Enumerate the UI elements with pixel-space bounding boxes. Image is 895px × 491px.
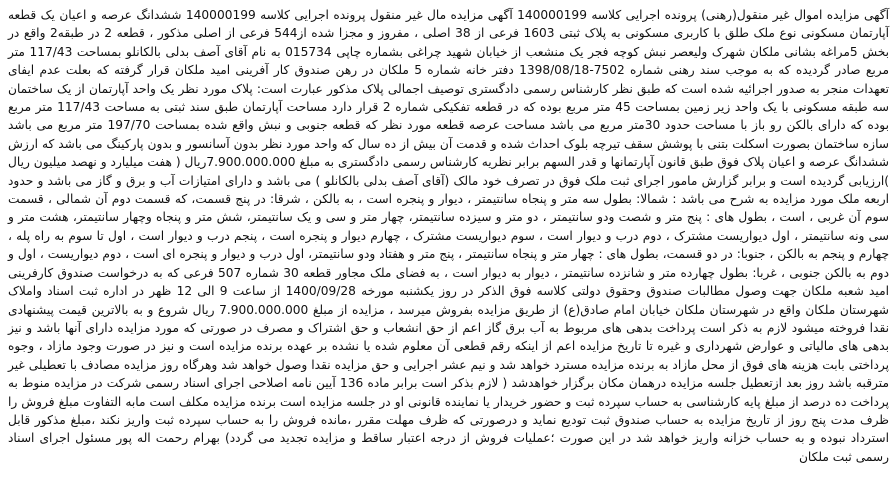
auction-notice-text: آگهی مزایده اموال غیر منقول(رهنی) پرونده اجرایی کلاسه 140000199 آگهی مزایده مال غیر منقول پرونده اجرایی کلاسه 140000199 ششدانگ عرصه و اعیان یک قطعه آپارتمان مسکونی نوع ملک طلق با کاربری مسکونی به پلاک ثبتی 1603 فرعی از 38 اصلی ، مفروز و مجزا شده از544 فرعی از اصلی مذکور ، قطعه 2 در طبقه2 واقع در بخش 5مراغه بشانی ملکان شهرک ولیعصر نبش کوچه فجر یک منشعب از خیابان شهید چراغی بشماره چاپی 015734 به نام آقای آصف بدلی بالکانلو بمساحت 117/43 متر مربع صادر گردیده که به موجب سند رهنی شماره 7502-1398/08/18 دفتر خانه شماره 5 ملکان در رهن صندوق کار آفرینی امید ملکان قرار گرفته که بعلت عدم ایفای تعهدات منجر به صدور اجرائیه شده است که طبق نظر کارشناس رسمی دادگستری توصیف اجمالی پلاک مذکور عبارت است: پلاک مورد نظر یک واحد آپارتمان از یک ساختمان سه طبقه مسکونی با یک واحد زیر زمین بمساحت 45 متر مربع بوده که در قطعه تفکیکی شماره 2 قرار دارد مساحت آپارتمان طبق سند ثبتی به مساحت 117/43 متر مربع بوده که دارای بالکن رو باز با مساحت حدود 30متر مربع می باشد مساحت عرصه قطعه مورد نظر که قطعه جنوبی و نبش واقع شده بمساحت 197/70 متر مربع می باشد سازه ساختمان بصورت اسکلت بتنی با پوشش سقف تیرچه بلوک احداث شده و قدمت آن بیش از ده سال که واحد مورد نظر بدون آسانسور و بدون پارکینگ می باشد که ارزش ششدانگ عرصه و اعیان پلاک فوق طبق قانون آپارتمانها و قدر السهم برابر نظریه کارشناس رسمی دادگستری به مبلغ 7.900.000.000ریال ( هفت میلیارد و نهصد میلیون ریال )ارزیابی گردیده است و برابر گزارش مامور اجرای ثبت ملک فوق در تصرف خود مالک (آقای آصف بدلی بالکانلو ) می باشد و دارای امتیازات آب و برق و گاز می باشد و حدود اربعه ملک مورد مزایده به شرح می باشد : شمالا: بطول سه متر و پنجاه سانتیمتر ، دیوار و پنجره است ، به بالکن ، شرقا: در پنج قسمت، که قسمت دوم آن شمالی ، قسمت سوم آن غربی ، است ، بطول های : پنج متر و شصت ودو سانتیمتر ، دو متر و سیزده سانتیمتر، چهار متر و سی و یک سانتیمتر، شش متر و پنجاه وچهار سانتیمتر، هشت متر و سی ونه سانتیمتر ، اول دیواریست مشترک ، دوم درب و دیوار است ، سوم دیواریست مشترک ، چهارم دیوار و پنجره است ، پنجم درب و دیوار است ، اول تا سوم به راه پله ، چهارم و پنجم به بالکن ، جنوبا: در دو قسمت، بطول های : چهار متر و پنجاه سانتیمتر ، پنج متر و هفتاد ودو سانتیمتر، اول درب و دیوار و پنجره ای است ، دوم دیواریست ، اول و دوم به بالکن جنوبی ، غربا: بطول چهارده متر و شانزده سانتیمتر ، دیوار به دیوار است ، به فضای ملک مجاور قطعه 30 شماره 507 فرعی که به درخواست صندوق کارفرینی امید شعبه ملکان جهت وصول مطالبات صندوق وحقوق دولتی کلاسه فوق الذکر در روز یکشنبه مورخه 1400/09/28 از ساعت 9 الی 12 ظهر در اداره ثبت اسناد واملاک شهرستان ملکان واقع در شهرستان ملکان خیابان امام صادق(ع) از طریق مزایده بفروش میرسد ، مزایده از مبلغ 7.900.000.000 ریال شروع و به بالاترین قیمت پیشنهادی نقدا فروخته میشود لازم به ذکر است پرداخت بدهی های مربوط به آب برق گاز اعم از حق انشعاب و حق اشتراک و مصرف در صورتی که مورد مزایده دارای آنها باشد و نیز بدهی های مالیاتی و عوارض شهرداری و غیره تا تاریخ مزایده اعم از اینکه رقم قطعی آن معلوم شده یا نشده بر عهده برنده مزایده است و نیز در صورت وجود مازاد ، وجوه پرداختی بابت هزینه های فوق از محل مازاد به برنده مزایده مسترد خواهد شد و نیم عشر اجرایی و حق مزایده نقدا وصول خواهد شد وهرگاه روز مزایده مصادف با تعطیلی غیر مترقبه باشد روز بعد ازتعطیل جلسه مزایده درهمان مکان برگزار خواهدشد ( لازم بذکر است برابر ماده 136 آیین نامه اصلاحی اجرای اسناد رسمی شرکت در مزایده منوط به پرداخت ده درصد از مبلغ پایه کارشناسی به حساب سپرده ثبت و حضور خریدار یا نماینده قانونی او در جلسه مزایده است برنده مزایده مکلف است مابه التفاوت مبلغ فروش را ظرف مدت پنج روز از تاریخ مزایده به حساب صندوق ثبت تودیع نماید و درصورتی که ظرف مهلت مقرر ،مانده فروش را به حساب سپرده ثبت واریز نکند ،مبلغ مذکور قابل استرداد نبوده و به حساب خزانه واریز خواهد شد در این صورت ؛عملیات فروش از درجه اعتبار ساقط و مزایده تجدید می گردد) بهرام رحمت اله پور مسئول اجرای اسناد رسمی ثبت ملکان — [8, 8, 890, 464]
